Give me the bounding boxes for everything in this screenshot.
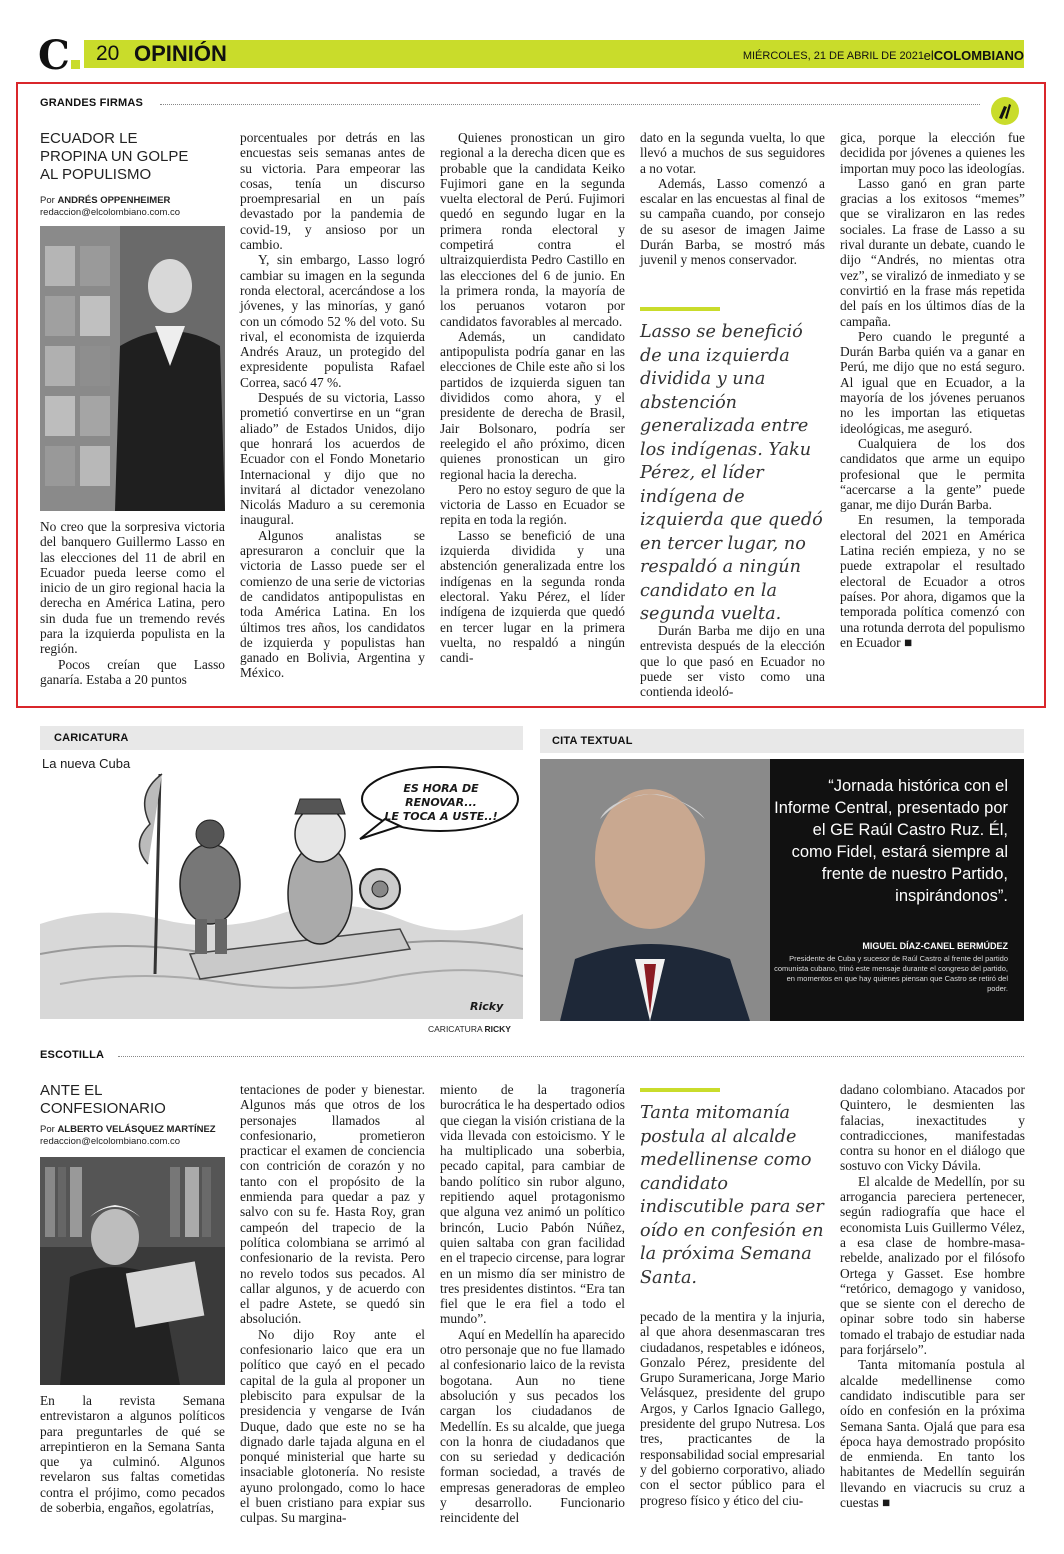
speech-bubble-text (376, 782, 506, 824)
top-article-column-3 (440, 130, 625, 665)
paragraph: Lasso ganó en gran parte gracias a los exitosos “memes” que se viralizaron en las redes sociales. La frase de Lasso a su rival durante un debate, cuando le dijo “Andrés, no mientas otra vez”, se viralizó de inmediato y se convirtió en la frase más repetida del país en los últimos días de la campaña. (840, 175, 1025, 329)
pull-quote-rule (640, 1088, 720, 1092)
bottom-article-column-1 (40, 1393, 225, 1515)
label-divider (118, 1056, 1024, 1057)
paragraph: Y, sin embargo, Lasso logró cambiar su imagen en la segunda ronda electoral, acercándose a los jóvenes, y las minorías, y ganó con un cómodo 52 % del voto. Su rival, el economista de izquierda Andrés Arauz, un protegido del expresidente populista Rafael Correa, sacó 47 %. (240, 252, 425, 390)
section-label-grandes-firmas: GRANDES FIRMAS (40, 97, 144, 109)
paragraph: Lasso se benefició de una izquierda dividida y una abstención generalizada entre los indígenas en la segunda ronda electoral. Yaku Pérez, el líder indígena de izquierda que quedó en tercer lugar en la primera vuelta, no respaldó a ningún candi- (440, 527, 625, 666)
section-label-escotilla: ESCOTILLA (40, 1049, 105, 1061)
pull-quote: Tanta mitomanía postula al alcalde medellinense como candidato indiscutible para ser oído en confesión en la próxima Semana Santa. (640, 1103, 824, 1288)
header-date: MIÉRCOLES, 21 DE ABRIL DE 2021 (742, 50, 924, 62)
paragraph: dato en la segunda vuelta, lo que llevó a muchos de sus seguidores a no votar. (640, 130, 825, 176)
top-article-column-1 (40, 519, 225, 687)
paper-name (924, 48, 1024, 63)
byline-prefix: Por (40, 195, 55, 206)
paragraph: gica, porque la elección fue decidida por jóvenes a quienes les importan muy poco las ideologías. (840, 130, 1025, 176)
paper-prefix: el (923, 48, 934, 63)
paragraph: Aquí en Medellín ha aparecido otro personaje que no fue llamado al confesionario laico de la revista bogotana. Aun no tiene absolución y sus pecados los cargan los ciudadanos de Medellín. Es su alcalde, que juega con la honra de ciudadanos que con su seriedad y dedicación forman sociedad, a través de empresas generadoras de empleo y desarrollo. Funcionario reincidente del (440, 1326, 625, 1526)
cartoon-image (40, 754, 523, 1019)
section-label-caricatura: CARICATURA (54, 732, 129, 744)
paragraph: Además, Lasso comenzó a escalar en las encuestas al final de su campaña cuando, por consejo de su asesor de imagen Jaime Durán Barba, se mostró más juvenil y menos conservador. (640, 175, 825, 268)
article-title: ECUADOR LE PROPINA UN GOLPE AL POPULISMO (40, 130, 189, 183)
byline (40, 1124, 240, 1136)
quoted-person-description: Presidente de Cuba y sucesor de Raúl Castro al frente del partido comunista cubano, trinó este mensaje durante el congreso del partido, en momentos en que hay quienes piensan que Castro se retiró del poder. (774, 954, 1008, 993)
author-email: redaccion@elcolombiano.com.co (40, 1136, 181, 1147)
bottom-article-column-2 (240, 1082, 425, 1526)
paragraph: El alcalde de Medellín, por su arrogancia pareciera pertenecer, según radiografía que hace el economista Luis Guillermo Vélez, a esa clase de hombre-masa-rebelde, analizado por el filósofo Ortega y Gasset. Ese hombre “retórico, demagogo y vanidoso, que se siente con el derecho de opinar sobre todo sin haberse tomado el trabajo de estudiar nada para forjárselo”. (840, 1173, 1025, 1358)
quote-text: “Jornada histórica con el Informe Central, presentado por el GE Raúl Castro Ruz. Él, como Fidel, estará siempre al frente de nuestro Partido, inspirándonos”. (774, 777, 1008, 905)
cartoon-credit (428, 1024, 511, 1034)
bottom-article-column-3 (440, 1082, 625, 1526)
paragraph: Tanta mitomanía postula al alcalde medellinense como candidato indiscutible para ser oído en confesión en la próxima Semana Santa. Ojalá que para esa época haya demostrado propósito de enmienda. En tanto los habitantes de Medellín seguirán llevando en viacrucis su cruz a cuestas ■ (840, 1357, 1025, 1511)
paragraph: Pero cuando le pregunté a Durán Barba quién va a ganar en Perú, me dijo que no está seguro. Al igual que en Ecuador, a la mayoría de los jóvenes peruanos no les importan las etiquetas ideológicas, me aseguró. (840, 328, 1025, 436)
paragraph: En resumen, la temporada electoral del 2021 en América Latina recién empieza, y no se puede extrapolar el resultado electoral de Ecuador a otros países. Por ahora, digamos que la temporada política comenzó con una rotunda derrota del populismo en Ecuador ■ (840, 512, 1025, 650)
paragraph: miento de la tragonería burocrática le ha despertado odios que ciegan la visión cristiana de la vida llevada con estoicismo. Y le ha multiplicado una soberbia, pecado capital, para cambiar de bando político sin rubor alguno, repitiendo aquel protagonismo que alguna vez animó un político brincón, Lucio Pabón Núñez, quien saltaba con gran facilidad en el trapecio circense, para lograr en un mismo día ser ministro de tres presidentes distintos. “Era tan fiel que le era fiel a todo el mundo”. (440, 1082, 625, 1327)
byline (40, 195, 230, 207)
paragraph: porcentuales por detrás en las encuestas seis semanas antes de su victoria. Para empeorar las cosas, tenía un discurso proempresarial en un país devastado por la pandemia de covid-19, y ansioso por un cambio. (240, 130, 425, 253)
bottom-article-column-4 (640, 1309, 825, 1508)
bubble-line-1: ES HORA DE RENOVAR... (403, 782, 479, 809)
paragraph: tentaciones de poder y bienestar. Algunos más que otros de los personajes llamados al confesionario, prometieron practicar el examen de conciencia con contrición de corazón y no tanto con el propósito de la enmienda para quedar a paz y salvo con su fe. Hasta Roy, gran campeón del trapecio de la política colombiana se arrimó al confesionario de la revista. Pero no revelo todos sus pecados. Al callar algunos, y de acuerdo con el padre Astete, se quedó sin absolución. (240, 1082, 425, 1327)
paragraph: No dijo Roy ante el confesionario laico que era un político que cayó en el pecado capital de la gula al proponer un plebiscito para expulsar de la presidencia y vengarse de Iván Duque, dado que este no se ha dignado darle tajada alguna en el ponqué ministerial que harte su insaciable glotonería. No resiste ayuno prolongado, como lo hace el buen cristiano para expiar sus culpas. Su margina- (240, 1326, 425, 1526)
author-name: ANDRÉS OPPENHEIMER (57, 195, 171, 206)
bubble-line-2: LE TOCA A USTE..! (384, 810, 498, 823)
paragraph: Quienes pronostican un giro regional a la derecha dicen que es probable que la candidata Keiko Fujimori gane en la segunda vuelta electoral de Perú. Fujimori quedó en segundo lugar en la primera ronda electoral y competirá contra el ultraizquierdista Pedro Castillo en las elecciones del 6 de junio. En la primera ronda, la mayoría de los peruanos votaron por candidatos favorables al mercado. (440, 130, 625, 329)
byline-prefix: Por (40, 1124, 55, 1135)
paragraph: En la revista Semana entrevistaron a algunos políticos para preguntarles de qué se arrepintieron en la Semana Santa que ya culminó. Algunos revelaron sus faltas cometidas contra el prójimo, como pecados de soberbia, engaños, egolatrías, (40, 1393, 225, 1516)
logo-dot (71, 60, 80, 69)
paragraph: dadano colombiano. Atacados por Quintero, le desmienten las falacias, inexactitudes y contradicciones, manifestadas contra su honor en el diálogo que sostuvo con Vicky Dávila. (840, 1082, 1025, 1174)
paragraph: No creo que la sorpresiva victoria del banquero Guillermo Lasso en las elecciones del 11 de abril en Ecuador pueda leerse como el inicio de un giro regional hacia la derecha en América Latina, pero sin duda fue un tremendo revés para la izquierda populista en la región. (40, 519, 225, 657)
author-photo (40, 1157, 225, 1385)
bottom-article-column-5 (840, 1082, 1025, 1510)
newspaper-logo: C (38, 36, 80, 76)
paragraph: Durán Barba me dijo en una entrevista después de la elección que lo que pasó en Ecuador no puede ser visto como una contienda ideoló- (640, 623, 825, 700)
paragraph: Después de su victoria, Lasso prometió convertirse en un “gran aliado” de Estados Unidos, dijo que honrará los acuerdos de Ecuador con el Fondo Monetario Internacional y dijo que no invitará al dictador venezolano Nicolás Maduro a su ceremonia inaugural. (240, 390, 425, 528)
author-name: ALBERTO VELÁSQUEZ MARTÍNEZ (57, 1124, 216, 1135)
quoted-person-name: MIGUEL DÍAZ-CANEL BERMÚDEZ (862, 941, 1008, 951)
paragraph: Pocos creían que Lasso ganaría. Estaba a 20 puntos (40, 656, 225, 687)
paragraph: Pero no estoy seguro de que la victoria de Lasso en Ecuador se repita en toda la región. (440, 481, 625, 528)
pen-nib-icon (990, 96, 1020, 126)
credit-name: RICKY (484, 1024, 511, 1034)
cartoon-title: La nueva Cuba (42, 756, 131, 771)
label-divider (160, 104, 980, 105)
article-title: ANTE EL CONFESIONARIO (40, 1082, 166, 1117)
section-label-cita-textual: CITA TEXTUAL (552, 735, 633, 747)
page-number: 20 (96, 42, 120, 65)
top-article-column-4-bottom (640, 623, 825, 699)
quote-box (540, 759, 1024, 1021)
top-article-column-2 (240, 130, 425, 681)
paragraph: pecado de la mentira y la injuria, al que ahora desenmascaran tres ciudadanos, respetables e idóneos, Gonzalo Pérez, presidente del Grupo Suramericana, Jorge Mario Velásquez, presidente del grupo Argos, y Carlos Ignacio Gallego, presidente del grupo Nutresa. Los tres, practicantes de la responsabilidad social empresarial y del gobierno corporativo, aliado con el sector público para el progreso físico y ético del ciu- (640, 1309, 825, 1508)
credit-prefix: CARICATURA (428, 1024, 483, 1034)
quoted-person-photo (540, 759, 770, 1021)
paragraph: Algunos analistas se apresuraron a concluir que la victoria de Lasso puede ser el comienzo de una serie de victorias de candidatos antipopulistas en toda América Latina. En los últimos tres años, los candidatos de izquierda y populistas han ganado en Bolivia, Argentina y México. (240, 527, 425, 681)
paper-name-bold: COLOMBIANO (933, 48, 1024, 63)
top-article-column-5 (840, 130, 1025, 650)
author-email: redaccion@elcolombiano.com.co (40, 207, 181, 218)
cartoonist-signature: Ricky (470, 1000, 504, 1013)
top-article-column-4 (640, 130, 825, 268)
section-name: OPINIÓN (134, 41, 227, 66)
paragraph: Además, un candidato antipopulista podría ganar en las elecciones de Chile este año si los partidos de izquierda siguen tan divididos como ahora, y el presidente de derecha de Brasil, Jair Bolsonaro, podría ser reelegido el año próximo, dicen quienes pronostican un giro regional hacia la derecha. (440, 328, 625, 482)
pull-quote-rule (640, 307, 720, 311)
author-photo (40, 226, 225, 511)
pull-quote: Lasso se benefició de una izquierda dividida y una abstención generalizada entre los indígenas. Yaku Pérez, el líder indígena de izquierda que quedó en tercer lugar, no respaldó a ningún candidato en la segunda vuelta. (640, 322, 823, 624)
paragraph: Cualquiera de los dos candidatos que arme un equipo profesional que le permita “acercarse a la gente” puede ganar, me dijo Durán Barba. (840, 435, 1025, 513)
